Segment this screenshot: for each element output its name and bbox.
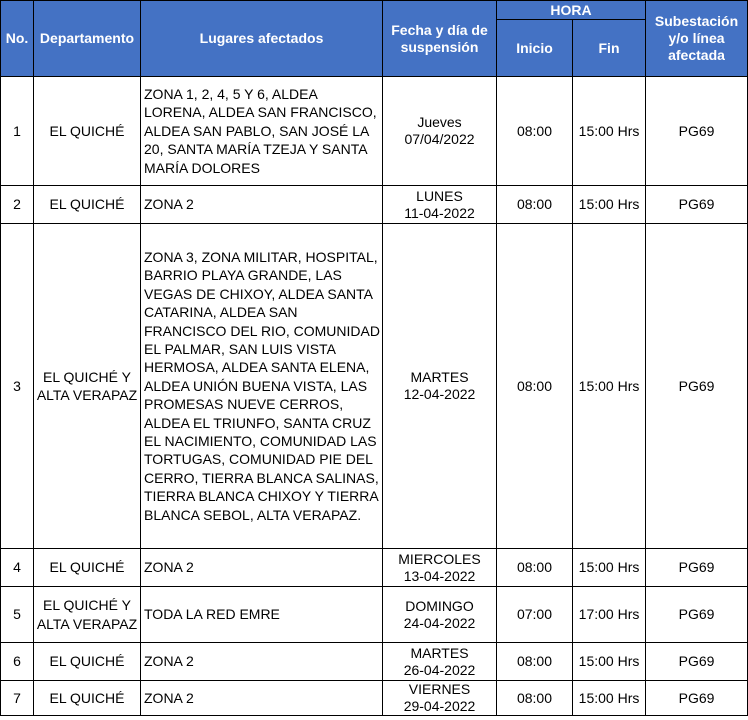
row-dia: MARTES: [410, 644, 469, 661]
row-fecha: 11-04-2022: [404, 204, 475, 221]
row-lugares: ZONA 3, ZONA MILITAR, HOSPITAL, BARRIO PLAYA GRANDE, LAS VEGAS DE CHIXOY, ALDEA SANTA CATARINA, ALDEA SAN FRANCISCO DEL RIO, COMUNIDAD EL PALMAR, SAN LUIS VISTA HERMOSA, ALDEA SANTA ELENA, ALDEA UNIÓN BUENA VISTA, LAS PROMESAS NUEVE CERROS, ALDEA EL TRIUNFO, SANTA CRUZ EL NACIMIENTO, COMUNIDAD LAS TORTUGAS, COMUNIDAD PIE DEL CERRO, TIERRA BLANCA SALINAS, TIERRA BLANCA CHIXOY Y TIERRA BLANCA SEBOL, ALTA VERAPAZ.: [141, 224, 383, 549]
row-no: 4: [1, 549, 34, 587]
row-inicio: 07:00: [497, 587, 573, 643]
row-inicio: 08:00: [497, 643, 573, 681]
header-departamento: Departamento: [34, 1, 141, 77]
row-subestacion: PG69: [646, 681, 748, 716]
header-inicio: Inicio: [497, 20, 573, 77]
header-no: No.: [1, 1, 34, 77]
row-fecha-cell: [383, 681, 497, 716]
row-departamento: EL QUICHÉ: [34, 549, 141, 587]
row-dia: LUNES: [416, 187, 463, 204]
row-no: 2: [1, 186, 34, 224]
row-fin: 15:00 Hrs: [573, 186, 646, 224]
row-fecha-cell: [383, 224, 497, 549]
header-hora: HORA: [497, 1, 646, 20]
row-inicio: 08:00: [497, 681, 573, 716]
header-lugares: Lugares afectados: [141, 1, 383, 77]
table-row: [1, 587, 748, 643]
row-departamento: EL QUICHÉ: [34, 186, 141, 224]
row-fecha-cell: [383, 643, 497, 681]
row-dia: DOMINGO: [405, 597, 474, 614]
row-departamento: EL QUICHÉ Y ALTA VERAPAZ: [34, 587, 141, 643]
row-departamento: EL QUICHÉ Y ALTA VERAPAZ: [34, 224, 141, 549]
header-fin: Fin: [573, 20, 646, 77]
row-fecha: 26-04-2022: [403, 661, 476, 678]
row-fin: 15:00 Hrs: [573, 681, 646, 716]
row-no: 5: [1, 587, 34, 643]
row-lugares: ZONA 2: [141, 681, 383, 716]
row-fin: 15:00 Hrs: [573, 77, 646, 186]
table-row: [1, 224, 748, 549]
row-no: 7: [1, 681, 34, 716]
row-subestacion: PG69: [646, 186, 748, 224]
row-fin: 15:00 Hrs: [573, 224, 646, 549]
row-no: 1: [1, 77, 34, 186]
table-row: [1, 643, 748, 681]
row-dia: Jueves: [417, 114, 462, 130]
table-row: [1, 77, 748, 186]
row-subestacion: PG69: [646, 77, 748, 186]
row-subestacion: PG69: [646, 643, 748, 681]
table-row: [1, 186, 748, 224]
row-dia: VIERNES: [408, 681, 471, 697]
row-lugares: ZONA 2: [141, 186, 383, 224]
row-subestacion: PG69: [646, 549, 748, 587]
row-dia: MIERCOLES: [398, 550, 481, 567]
row-lugares: TODA LA RED EMRE: [141, 587, 383, 643]
row-no: 3: [1, 224, 34, 549]
row-lugares: ZONA 2: [141, 643, 383, 681]
row-fecha-cell: [383, 587, 497, 643]
row-fin: 15:00 Hrs: [573, 549, 646, 587]
row-fecha-cell: [383, 549, 497, 587]
row-fecha: 29-04-2022: [403, 698, 476, 714]
row-fin: 17:00 Hrs: [573, 587, 646, 643]
row-inicio: 08:00: [497, 224, 573, 549]
row-departamento: EL QUICHÉ: [34, 77, 141, 186]
table-row: [1, 549, 748, 587]
header-subestacion: Subestación y/o línea afectada: [646, 1, 748, 77]
row-inicio: 08:00: [497, 186, 573, 224]
row-subestacion: PG69: [646, 587, 748, 643]
row-no: 6: [1, 643, 34, 681]
row-inicio: 08:00: [497, 77, 573, 186]
row-dia: MARTES: [410, 369, 469, 385]
header-fecha: Fecha y día de suspensión: [383, 1, 497, 77]
row-fin: 15:00 Hrs: [573, 643, 646, 681]
row-fecha-cell: [383, 186, 497, 224]
row-fecha: 13-04-2022: [403, 567, 476, 584]
row-subestacion: PG69: [646, 224, 748, 549]
row-lugares: ZONA 1, 2, 4, 5 Y 6, ALDEA LORENA, ALDEA SAN FRANCISCO, ALDEA SAN PABLO, SAN JOSÉ LA 20, SANTA MARÍA TZEJA Y SANTA MARÍA DOLORES: [141, 77, 383, 186]
row-departamento: EL QUICHÉ: [34, 643, 141, 681]
row-inicio: 08:00: [497, 549, 573, 587]
table-header: [1, 1, 748, 77]
row-departamento: EL QUICHÉ: [34, 681, 141, 716]
table-body: [1, 77, 748, 716]
row-fecha: 12-04-2022: [403, 386, 476, 402]
table-row: [1, 681, 748, 716]
row-fecha: 24-04-2022: [403, 614, 476, 631]
row-fecha: 07/04/2022: [404, 131, 475, 147]
row-lugares: ZONA 2: [141, 549, 383, 587]
row-fecha-cell: [383, 77, 497, 186]
